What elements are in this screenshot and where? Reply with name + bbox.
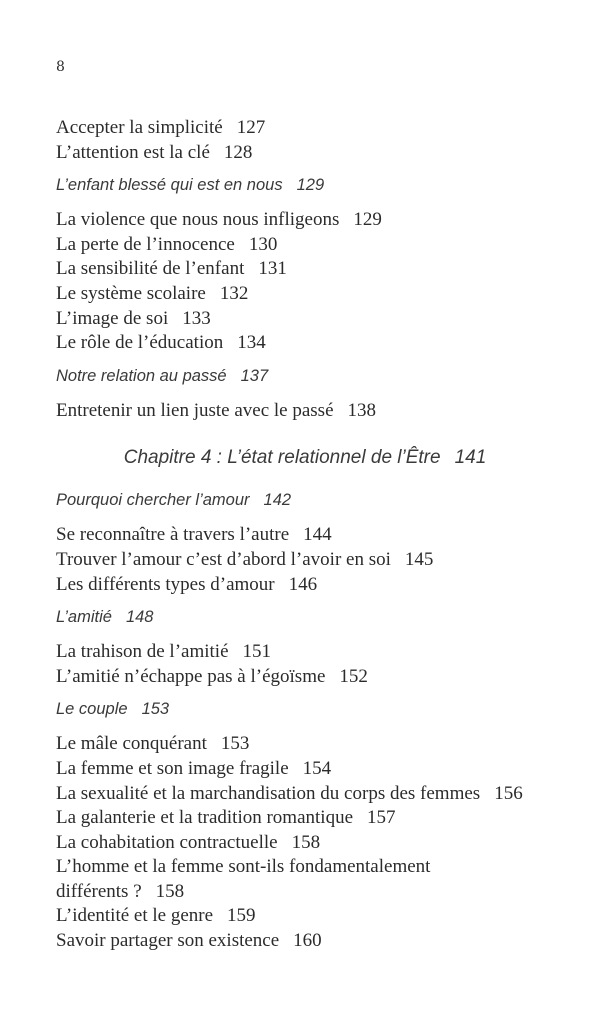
toc-entry-title: Accepter la simplicité <box>56 117 223 138</box>
toc-entry-page: 154 <box>302 757 332 779</box>
toc-entry <box>56 399 576 424</box>
toc-entry-title: La violence que nous nous infligeons <box>56 209 340 231</box>
toc-entry <box>56 782 576 807</box>
toc-entry-title: La sexualité et la marchandisation du corps des femmes <box>56 782 481 804</box>
toc-section-page: 129 <box>296 176 325 195</box>
toc-entry-page: 138 <box>347 399 377 421</box>
toc-section-page: 142 <box>263 491 292 510</box>
toc-entry-title: Savoir partager son existence <box>56 930 280 952</box>
chapter-page: 141 <box>454 447 487 469</box>
toc-entry <box>56 855 476 904</box>
toc-section-page: 153 <box>141 700 170 719</box>
toc-section-page: 148 <box>125 608 154 627</box>
toc-entry-page: 144 <box>303 524 332 546</box>
toc-entry-page: 158 <box>155 880 185 902</box>
toc-entry-page: 156 <box>494 782 523 804</box>
toc-entry-title: La sensibilité de l’enfant <box>56 258 245 280</box>
toc-entry-title: Le système scolaire <box>56 282 206 304</box>
toc-entry <box>56 141 576 166</box>
toc-entry-page: 145 <box>404 548 434 570</box>
chapter-heading <box>0 445 610 471</box>
page-number: 8 <box>56 59 65 75</box>
toc-entry <box>56 929 576 954</box>
toc-entry-page: 131 <box>258 258 287 280</box>
toc-entry-page: 132 <box>219 282 249 304</box>
toc-entry-page: 134 <box>237 332 266 354</box>
toc-entry-page: 160 <box>293 930 322 952</box>
toc-entry-title: La trahison de l’amitié <box>56 641 229 663</box>
toc-entry <box>56 806 576 831</box>
toc-entry <box>56 257 576 282</box>
toc-entry <box>56 831 576 856</box>
toc-entry-title: La femme et son image fragile <box>56 757 289 779</box>
toc-entry <box>56 573 576 598</box>
toc-entry <box>56 732 576 757</box>
toc-entry-title: Les différents types d’amour <box>56 573 275 595</box>
toc-entry-page: 127 <box>236 117 266 138</box>
chapter-title: Chapitre 4 : L’état relationnel de l’Être <box>123 447 441 469</box>
toc-section-title: L’amitié <box>56 608 112 627</box>
toc-section-title: Le couple <box>56 700 128 719</box>
toc-section-heading <box>56 698 576 720</box>
toc-entry <box>56 523 576 548</box>
toc-entry-page: 157 <box>367 807 396 829</box>
toc-entry-title: L’identité et le genre <box>56 905 214 927</box>
toc-entry-title: Entretenir un lien juste avec le passé <box>56 399 334 421</box>
toc-entry <box>56 548 576 573</box>
toc-entry-page: 133 <box>182 307 211 329</box>
toc-entry-title: La perte de l’innocence <box>56 233 235 255</box>
toc-entry <box>56 282 576 307</box>
toc-entry <box>56 307 576 332</box>
toc-section-page: 137 <box>240 366 269 385</box>
toc-entry-page: 159 <box>227 905 256 927</box>
table-of-contents <box>56 116 576 954</box>
toc-section-heading <box>56 365 576 387</box>
toc-entry <box>56 640 576 665</box>
toc-entry-title: Le mâle conquérant <box>56 733 207 755</box>
toc-section-heading <box>56 174 576 196</box>
toc-section-title: Notre relation au passé <box>56 366 227 385</box>
toc-section-title: Pourquoi chercher l’amour <box>56 491 250 510</box>
toc-entry-title: Le rôle de l’éducation <box>56 332 224 354</box>
toc-entry-page: 158 <box>291 831 321 853</box>
toc-entry <box>56 331 576 356</box>
toc-section-heading <box>56 606 576 628</box>
toc-entry <box>56 233 576 258</box>
toc-entry-page: 130 <box>248 233 278 255</box>
toc-entry-title: L’image de soi <box>56 307 169 329</box>
toc-section-heading <box>56 489 576 511</box>
toc-entry-page: 152 <box>339 665 368 687</box>
toc-entry-page: 129 <box>353 209 382 231</box>
toc-entry <box>56 208 576 233</box>
toc-entry-title: Trouver l’amour c’est d’abord l’avoir en soi <box>56 548 391 570</box>
toc-entry-page: 128 <box>223 141 253 163</box>
toc-entry-title: L’amitié n’échappe pas à l’égoïsme <box>56 665 326 687</box>
toc-entry <box>56 757 576 782</box>
toc-entry <box>56 116 576 141</box>
toc-entry-title: Se reconnaître à travers l’autre <box>56 524 290 546</box>
toc-entry-page: 146 <box>288 573 318 595</box>
toc-entry-page: 153 <box>220 733 250 755</box>
toc-section-title: L’enfant blessé qui est en nous <box>56 176 283 195</box>
toc-entry <box>56 665 576 690</box>
toc-entry-page: 151 <box>242 641 272 663</box>
toc-entry <box>56 904 576 929</box>
toc-entry-title: La cohabitation contractuelle <box>56 831 278 853</box>
toc-entry-title: La galanterie et la tradition romantique <box>56 807 354 829</box>
toc-entry-title: L’homme et la femme sont-ils fondamentalement différents ? <box>56 856 431 902</box>
toc-entry-title: L’attention est la clé <box>56 141 210 163</box>
